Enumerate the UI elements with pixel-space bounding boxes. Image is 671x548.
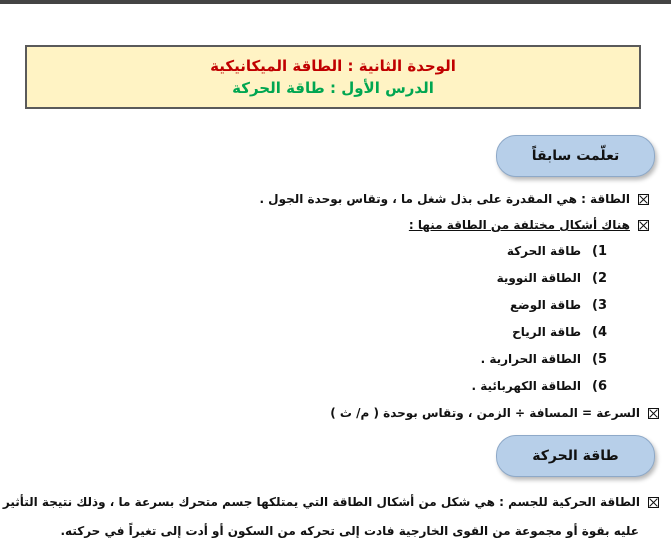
bullet-kinetic-definition	[3, 495, 659, 509]
list-item: 5)الطاقة الحرارية .	[480, 352, 607, 367]
bullet-text: الطاقة : هي المقدرة على بذل شغل ما ، وتقاس بوحدة الجول .	[259, 192, 630, 206]
checkbox-x-icon	[648, 497, 659, 508]
checkbox-x-icon	[648, 408, 659, 419]
unit-title: الوحدة الثانية : الطاقة الميكانيكية	[210, 57, 456, 75]
checkbox-x-icon	[638, 194, 649, 205]
checkbox-x-icon	[638, 220, 649, 231]
bullet-speed-formula	[330, 406, 659, 420]
section-title-kinetic-energy: طاقة الحركة	[496, 435, 655, 477]
kinetic-definition-continued: عليه بقوة أو مجموعة من القوى الخارجية فادت إلى تحركه من السكون أو أدت إلى تغيراً في حركته.	[60, 524, 639, 538]
top-border	[0, 0, 671, 4]
bullet-text: الطاقة الحركية للجسم : هي شكل من أشكال الطاقة التي يمتلكها جسم متحرك بسرعة ما ، وذلك نتيجة التأثير	[2, 495, 640, 509]
lesson-title: الدرس الأول : طاقة الحركة	[232, 79, 434, 97]
list-item: 4)طاقة الرياح	[512, 325, 607, 340]
bullet-text: هناك أشكال مختلفة من الطاقة منها :	[408, 218, 630, 232]
list-item: 1)طاقة الحركة	[506, 244, 607, 259]
list-item: 3)طاقة الوضع	[509, 298, 607, 313]
bullet-energy-definition	[259, 192, 649, 206]
list-item: 6)الطاقة الكهربائية .	[471, 379, 607, 394]
list-item: 2)الطاقة النووية	[496, 271, 607, 286]
bullet-text: السرعة = المسافة ÷ الزمن ، وتقاس بوحدة ( م/ ث )	[330, 406, 640, 420]
section-title-learned-before: تعلّمت سابقاً	[496, 135, 655, 177]
lesson-header	[25, 45, 641, 109]
bullet-energy-forms	[409, 218, 649, 232]
